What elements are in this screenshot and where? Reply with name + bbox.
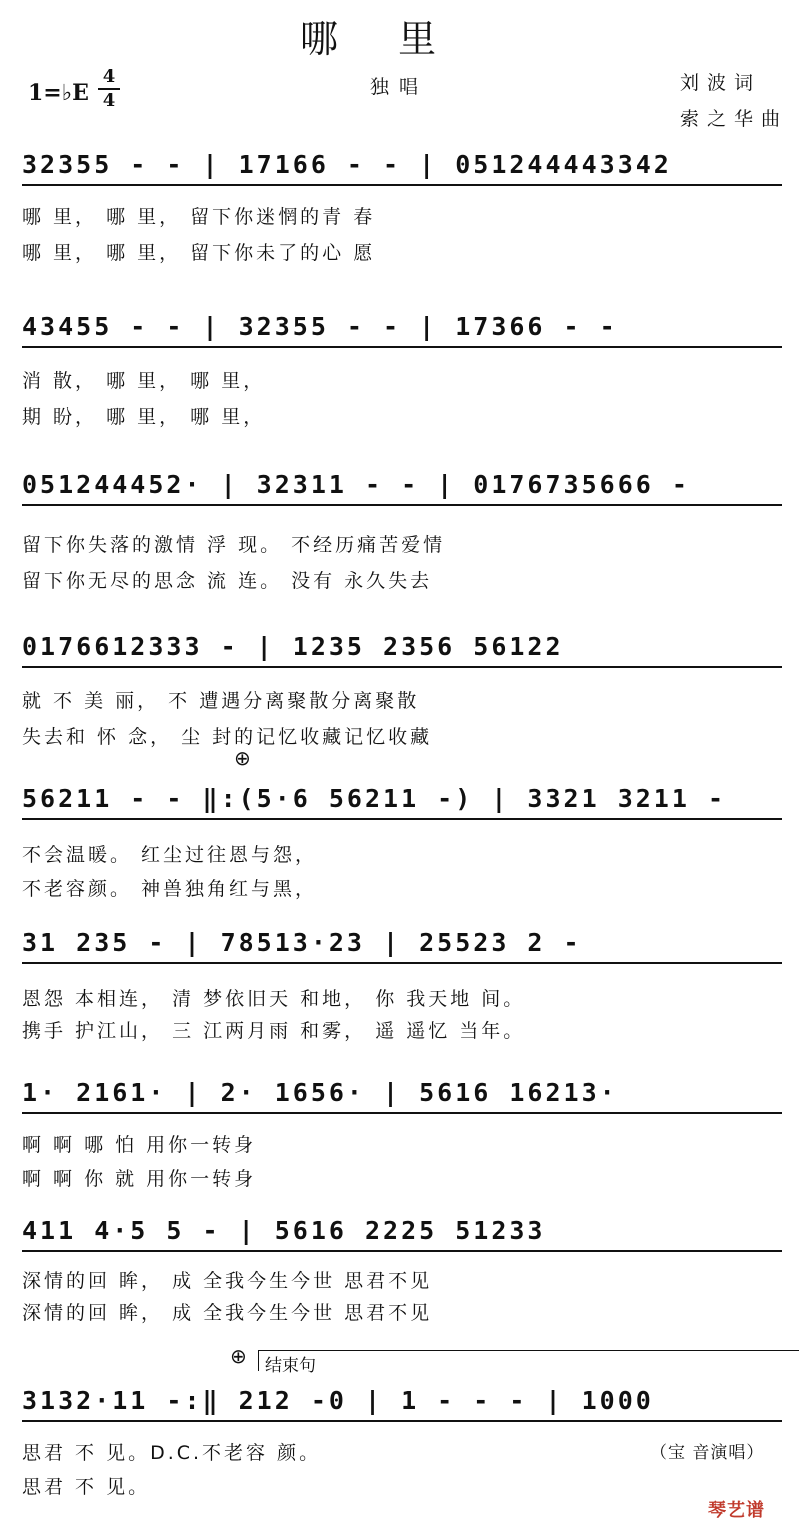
ending-bracket [258,1350,799,1376]
logo-text: 琴艺谱 [708,1500,765,1521]
lyric-verse-2: 留下你无尽的思念 流 连。 没有 永久失去 [22,570,433,592]
coda-sign-icon: ⊕ [230,1344,247,1368]
site-logo [708,1496,765,1522]
notes: 051244452· | 32311 - - | 0176735666 - [22,470,690,499]
lyric-verse-2: 啊 啊 你 就 用你一转身 [22,1168,257,1190]
notes: 1· 2161· | 2· 1656· | 5616 16213· [22,1078,618,1107]
meter-top: 4 [102,66,116,87]
song-title: 哪 里 [300,17,461,61]
notation-row [22,784,782,824]
notation-row [22,1078,782,1118]
notation-row [22,1386,782,1426]
lyric-verse-2: 携手 护江山， 三 江两月雨 和雾， 遥 遥忆 当年。 [22,1020,526,1042]
lyric-verse-1: 不会温暖。 红尘过往恩与怨， [22,844,318,866]
lyric-verse-1: 啊 啊 哪 怕 用你一转身 [22,1134,257,1156]
lyric-verse-1: 就 不 美 丽， 不 遭遇分离聚散分离聚散 [22,690,420,712]
notes: 32355 - - | 17166 - - | 051244443342 [22,150,672,179]
lyricist: 刘波词 [680,72,762,94]
lyric-verse-2: 深情的回 眸， 成 全我今生今世 思君不见 [22,1302,433,1324]
lyric-verse-1: 思君 不 见。D.C.不老容 颜。 [22,1442,322,1464]
time-signature [98,66,120,112]
notes: 0176612333 - | 1235 2356 56122 [22,632,564,661]
notation-row [22,312,782,352]
notes: 43455 - - | 32355 - - | 17366 - - [22,312,618,341]
notes: 3132·11 -:‖ 212 -0 | 1 - - - | 1000 [22,1386,654,1415]
notes: 56211 - - ‖:(5·6 56211 -) | 3321 3211 - [22,784,726,813]
lyric-verse-1: 消 散， 哪 里， 哪 里， [22,370,266,392]
lyric-verse-2: 哪 里， 哪 里， 留下你未了的心 愿 [22,242,376,264]
notation-row [22,1216,782,1256]
meter-bottom: 4 [102,90,116,111]
lyric-verse-1: 哪 里， 哪 里， 留下你迷惘的青 春 [22,206,376,228]
lyric-verse-1: 恩怨 本相连， 清 梦依旧天 和地， 你 我天地 间。 [22,988,526,1010]
lyric-verse-2: 思君 不 见。 [22,1476,151,1498]
coda-sign-icon: ⊕ [234,746,251,770]
notes: 31 235 - | 78513·23 | 25523 2 - [22,928,582,957]
performance-type: 独唱 [370,76,429,98]
lyric-verse-2: 不老容颜。 神兽独角红与黑， [22,878,318,900]
ending-label: 结束句 [265,1356,316,1376]
composer: 索之华曲 [680,108,789,130]
lyric-verse-2: 失去和 怀 念， 尘 封的记忆收藏记忆收藏 [22,726,433,748]
notes: 411 4·5 5 - | 5616 2225 51233 [22,1216,546,1245]
notation-row [22,150,782,190]
lyric-verse-1: 深情的回 眸， 成 全我今生今世 思君不见 [22,1270,433,1292]
lyric-verse-2: 期 盼， 哪 里， 哪 里， [22,406,266,428]
notation-row [22,470,782,510]
lyric-verse-1: 留下你失落的激情 浮 现。 不经历痛苦爱情 [22,534,446,556]
key-signature: 1=♭E [28,80,89,106]
notation-row [22,632,782,672]
singer-note: （宝 音演唱） [650,1443,765,1463]
notation-row [22,928,782,968]
